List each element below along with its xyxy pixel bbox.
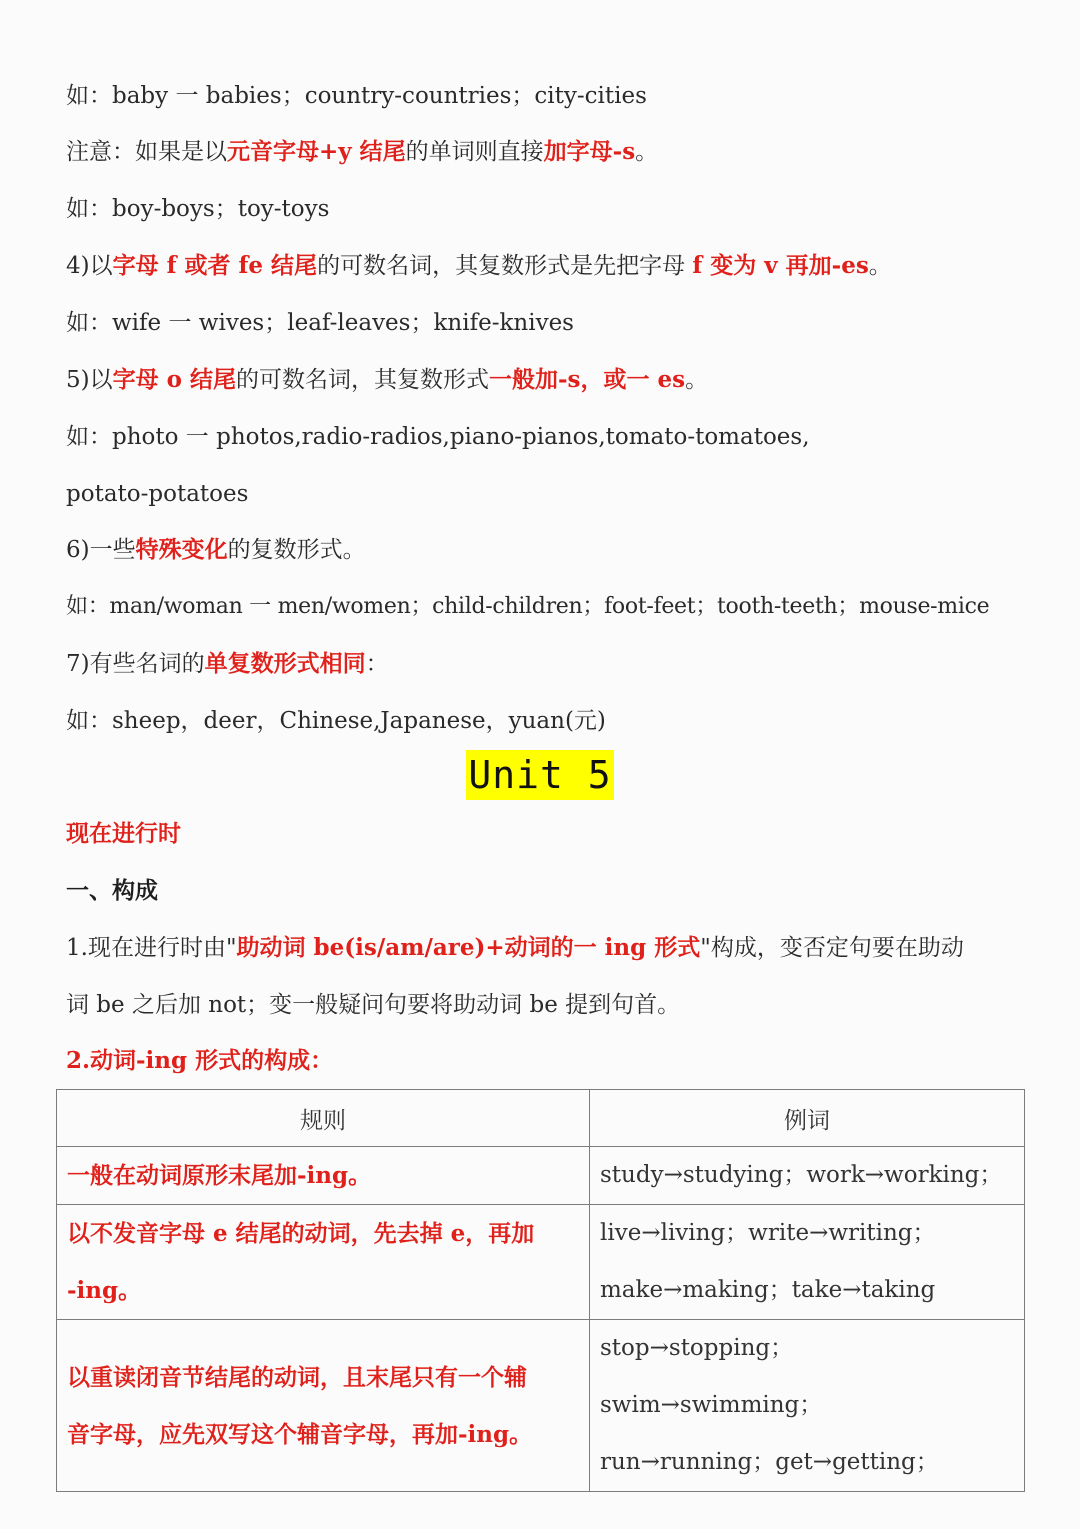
text: 注意：如果是以 (66, 139, 227, 165)
subheading-ing-form: 2.动词-ing 形式的构成： (66, 1047, 334, 1074)
text: 。 (868, 253, 892, 279)
column-header-examples: 例词 (590, 1090, 1025, 1147)
subheading-composition: 一、构成 (66, 877, 158, 904)
rule-cell (57, 1320, 590, 1492)
highlight: f 变为 v 再加-es (692, 252, 869, 279)
highlight: 特殊变化 (135, 536, 228, 563)
table-row (57, 1320, 1025, 1492)
unit-title-text: Unit 5 (466, 750, 613, 800)
highlight: 单复数形式相同 (204, 650, 366, 677)
paragraph-line-1 (66, 933, 1040, 963)
text: 5)以 (66, 367, 113, 393)
rule-5-o (66, 365, 1040, 395)
examples-cell (590, 1320, 1025, 1492)
text: 的复数形式。 (227, 537, 366, 563)
text: 的可数名词，其复数形式是先把字母 (317, 253, 693, 279)
table-header-row (57, 1090, 1025, 1147)
rule-7-same-form (66, 649, 1040, 679)
examples-text: stop→stopping；swim→swimming； (600, 1335, 823, 1418)
text: ： (365, 651, 389, 677)
highlight: 助动词 be(is/am/are)+动词的一 ing 形式 (236, 934, 701, 961)
examples-text: live→living；write→writing； (600, 1220, 936, 1246)
table-row (57, 1147, 1025, 1205)
example-line-potatoes: potato-potatoes (66, 481, 249, 507)
example-line-sheep: 如：sheep，deer，Chinese,Japanese，yuan(元) (66, 708, 606, 734)
ing-rules-table (56, 1089, 1025, 1492)
examples-text: run→running；get→getting； (600, 1449, 939, 1475)
text: 1.现在进行时由" (66, 935, 237, 961)
example-line-wives: 如：wife 一 wives；leaf-leaves；knife-knives (66, 310, 574, 336)
text: "构成，变否定句要在助动 (700, 935, 964, 961)
rule-cell (57, 1205, 590, 1320)
example-line-irregular: 如：man/woman 一 men/women；child-children；foot-feet；tooth-teeth；mouse-mice (66, 594, 990, 619)
highlight: 元音字母+y 结尾 (227, 138, 406, 165)
rule-6-special (66, 535, 1040, 565)
rule-text: 以不发音字母 e 结尾的动词，先去掉 e，再加 (67, 1220, 535, 1247)
example-line-photos: 如：photo 一 photos,radio-radios,piano-pianos,tomato-tomatoes, (66, 424, 810, 450)
text: 。 (685, 367, 709, 393)
examples-cell (590, 1147, 1025, 1205)
text: 7)有些名词的 (66, 651, 205, 677)
highlight: 字母 f 或者 fe 结尾 (112, 252, 318, 279)
example-line-y-ies: 如：baby 一 babies；country-countries；city-cities (66, 83, 647, 109)
paragraph-line-2: 词 be 之后加 not；变一般疑问句要将助动词 be 提到句首。 (66, 992, 681, 1018)
rule-4-f-fe (66, 251, 1040, 281)
column-header-rule: 规则 (57, 1090, 590, 1147)
highlight: 一般加-s，或一 es (488, 366, 686, 393)
note-line-vowel-y (66, 137, 1040, 167)
table-row (57, 1205, 1025, 1320)
rule-text: 以重读闭音节结尾的动词，且末尾只有一个辅 (67, 1363, 527, 1391)
text: 4)以 (66, 253, 113, 279)
section-heading: 现在进行时 (66, 820, 181, 847)
rule-cell (57, 1147, 590, 1205)
examples-text: make→making；take→taking (600, 1277, 936, 1303)
rule-text: 一般在动词原形末尾加-ing。 (67, 1162, 372, 1189)
text: 。 (635, 139, 659, 165)
highlight: 加字母-s (543, 138, 636, 165)
example-line-boys: 如：boy-boys；toy-toys (66, 196, 330, 222)
text: 6)一些 (66, 537, 136, 563)
text: 的可数名词，其复数形式 (235, 367, 489, 393)
rule-text: -ing。 (67, 1277, 142, 1304)
examples-text: study→studying；work→working； (600, 1162, 1003, 1188)
examples-cell (590, 1205, 1025, 1320)
highlight: 字母 o 结尾 (112, 366, 236, 393)
rule-text: 音字母，应先双写这个辅音字母，再加-ing。 (67, 1420, 533, 1448)
text: 的单词则直接 (405, 139, 544, 165)
unit-title (0, 750, 1080, 800)
